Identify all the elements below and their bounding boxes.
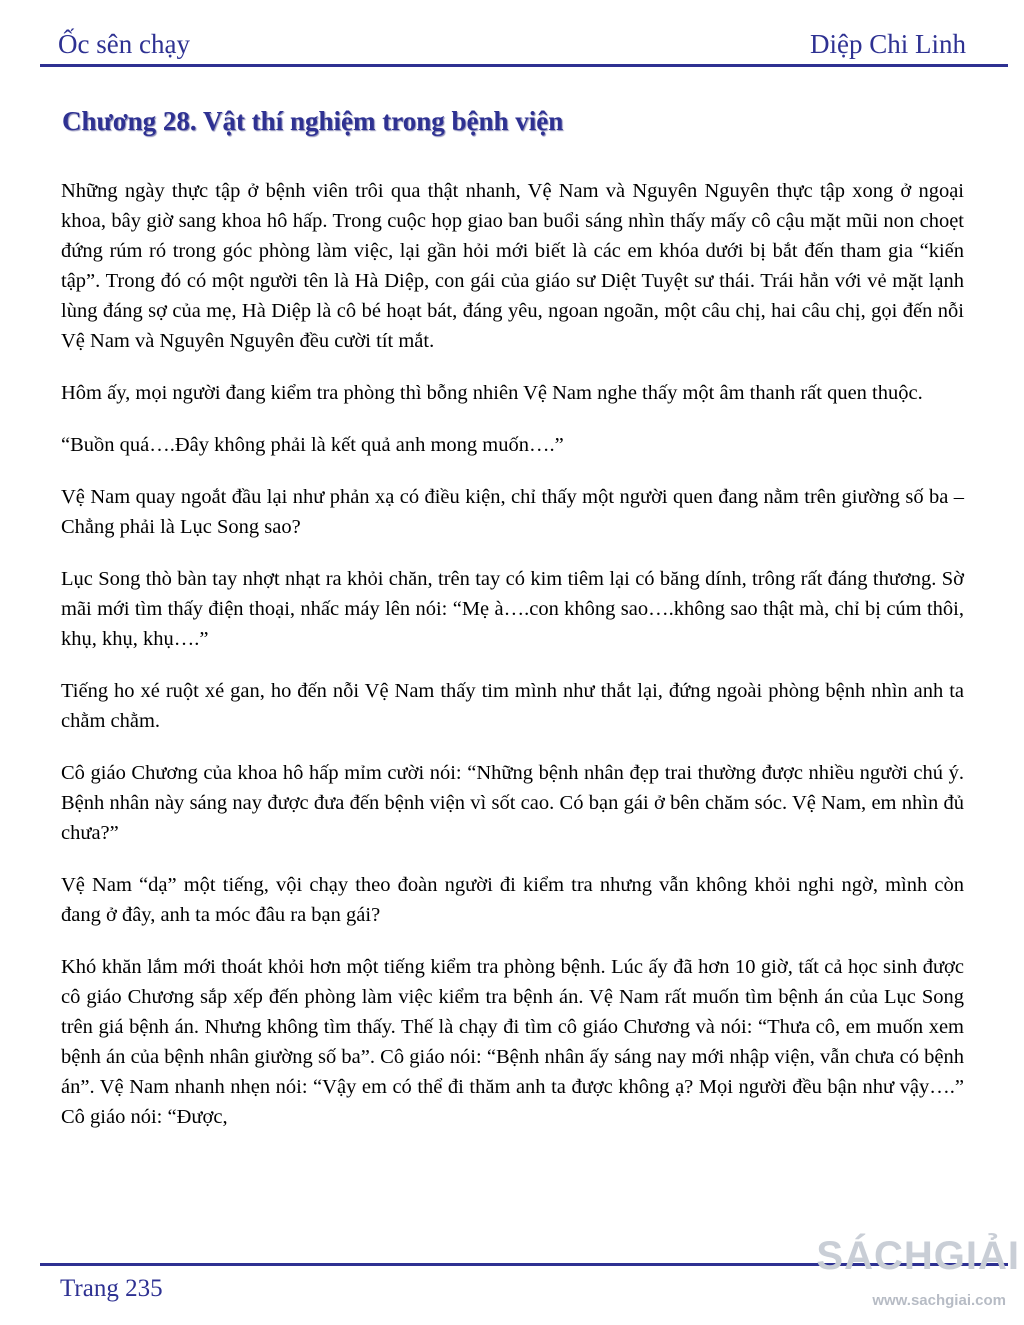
paragraph: Khó khăn lắm mới thoát khỏi hơn một tiếng kiểm tra phòng bệnh. Lúc ấy đã hơn 10 giờ, tất cả học sinh được cô giáo Chương sắp xếp đến phòng làm việc kiểm tra bệnh án. Vệ Nam rất muốn tìm bệnh án của Lục Song trên giá bệnh án. Nhưng không tìm thấy. Thế là chạy đi tìm cô giáo Chương và nói: “Thưa cô, em muốn xem bệnh án của bệnh nhân giường số ba”. Cô giáo nói: “Bệnh nhân ấy sáng nay mới nhập viện, vẫn chưa có bệnh án”. Vệ Nam nhanh nhẹn nói: “Vậy em có thể đi thăm anh ta được không ạ? Mọi người đều bận như vậy….” Cô giáo nói: “Được,: [61, 956, 964, 1128]
paragraph: Lục Song thò bàn tay nhợt nhạt ra khỏi chăn, trên tay có kim tiêm lại có băng dính, trông rất đáng thương. Sờ mãi mới tìm thấy điện thoại, nhấc máy lên nói: “Mẹ à….con không sao….không sao thật mà, chỉ bị cúm thôi, khụ, khụ, khụ….”: [61, 568, 964, 650]
header-divider: [40, 64, 1008, 67]
watermark-url: www.sachgiai.com: [872, 1292, 1006, 1309]
paragraph: Cô giáo Chương của khoa hô hấp mỉm cười nói: “Những bệnh nhân đẹp trai thường được nhiều người chú ý. Bệnh nhân này sáng nay được đưa đến bệnh viện vì sốt cao. Có bạn gái ở bên chăm sóc. Vệ Nam, em nhìn đủ chưa?”: [61, 762, 964, 844]
paragraph: Những ngày thực tập ở bệnh viên trôi qua thật nhanh, Vệ Nam và Nguyên Nguyên thực tập xong ở ngoại khoa, bây giờ sang khoa hô hấp. Trong cuộc họp giao ban buổi sáng nhìn thấy mấy cô cậu mặt mũi non choẹt đứng rúm ró trong góc phòng làm việc, lại gần hỏi mới biết là các em khóa dưới bị bắt đến tham gia “kiến tập”. Trong đó có một người tên là Hà Diệp, con gái của giáo sư Diệt Tuyệt sư thái. Trái hẳn với vẻ mặt lạnh lùng đáng sợ của mẹ, Hà Diệp là cô bé hoạt bát, đáng yêu, ngoan ngoãn, một câu chị, hai câu chị, gọi đến nỗi Vệ Nam và Nguyên Nguyên đều cười tít mắt.: [61, 180, 964, 352]
book-title: Ốc sên chạy: [58, 29, 190, 59]
paragraph: Hôm ấy, mọi người đang kiểm tra phòng thì bỗng nhiên Vệ Nam nghe thấy một âm thanh rất quen thuộc.: [61, 382, 923, 404]
chapter-body: [61, 176, 964, 1154]
page-number: Trang 235: [60, 1275, 163, 1302]
author-name: Diệp Chi Linh: [810, 29, 966, 59]
watermark-logo: SÁCHGIẢI: [816, 1234, 1020, 1278]
paragraph: Vệ Nam “dạ” một tiếng, vội chạy theo đoàn người đi kiểm tra nhưng vẫn không khỏi nghi ngờ, mình còn đang ở đây, anh ta móc đâu ra bạn gái?: [61, 874, 964, 926]
paragraph: Tiếng ho xé ruột xé gan, ho đến nỗi Vệ Nam thấy tim mình như thắt lại, đứng ngoài phòng bệnh nhìn anh ta chằm chằm.: [61, 680, 964, 732]
chapter-title: Chương 28. Vật thí nghiệm trong bệnh viện: [62, 106, 564, 136]
page-header: [58, 22, 966, 60]
watermark: [816, 1228, 1020, 1316]
paragraph: “Buồn quá….Đây không phải là kết quả anh mong muốn….”: [61, 434, 564, 456]
paragraph: Vệ Nam quay ngoắt đầu lại như phản xạ có điều kiện, chỉ thấy một người quen đang nằm trên giường số ba – Chẳng phải là Lục Song sao?: [61, 486, 964, 538]
